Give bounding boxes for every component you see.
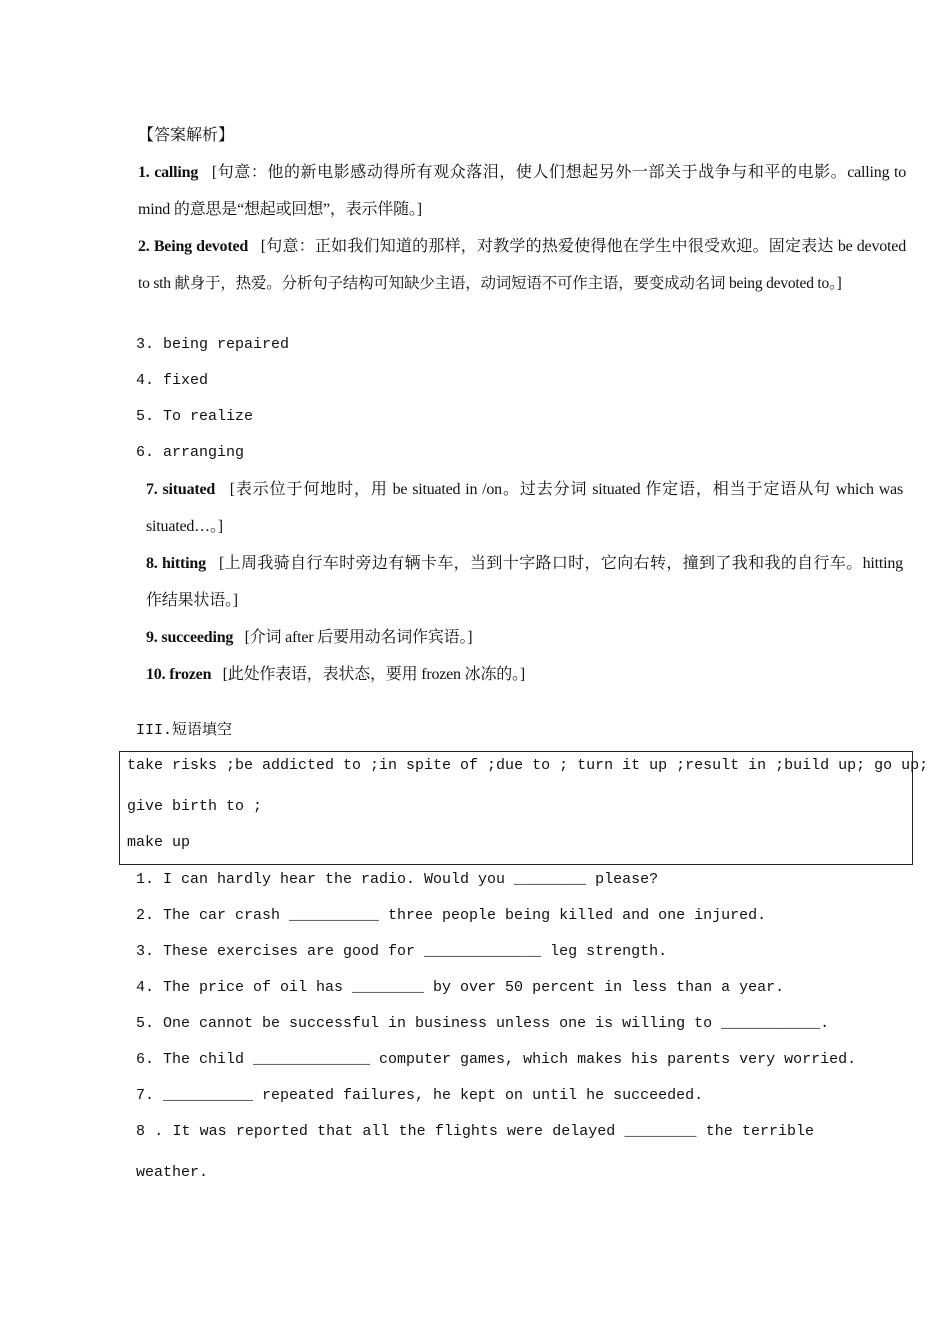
question-8: 8 . It was reported that all the flights were delayed ________ the terrible — [136, 1123, 814, 1140]
answer-word: frozen — [169, 666, 212, 683]
phrase-bank-row: take risks ;be addicted to ;in spite of ;due to ; turn it up ;result in ;build up; go up; — [127, 757, 929, 774]
answer-item-2 — [138, 228, 906, 302]
answer-number: 1. — [138, 164, 150, 181]
answer-explanation-cont: to sth 献身于，热爱。分析句子结构可知缺少主语，动词短语不可作主语，要变成动名词 being devoted to。] — [138, 275, 842, 292]
question-2: 2. The car crash __________ three people being killed and one injured. — [136, 907, 767, 924]
answer-analysis-heading: 【答案解析】 — [138, 125, 235, 144]
answer-number: 9. — [146, 629, 158, 646]
phrase-bank-row: make up — [127, 834, 191, 851]
answer-item-1 — [138, 154, 906, 228]
answer-item-8 — [146, 545, 903, 619]
answer-word: hitting — [161, 555, 206, 572]
answer-item-7 — [146, 471, 903, 545]
answer-item-5: 5. To realize — [136, 408, 254, 425]
answer-explanation: [句意：他的新电影感动得所有观众落泪，使人们想起另外一部关于战争与和平的电影。calling to — [211, 164, 906, 181]
answer-word: calling — [154, 164, 199, 181]
phrase-bank-row: give birth to ; — [127, 798, 263, 815]
answer-word: situated — [162, 481, 216, 498]
phrase-bank-box — [119, 751, 929, 865]
answer-number: 7. — [146, 481, 158, 498]
question-5: 5. One cannot be successful in business unless one is willing to ___________. — [136, 1015, 830, 1032]
question-3: 3. These exercises are good for _____________ leg strength. — [136, 943, 668, 960]
answer-item-9 — [146, 619, 472, 656]
answer-explanation-cont: situated…。] — [146, 518, 223, 535]
answer-word: Being devoted — [153, 238, 249, 255]
answer-explanation-cont: mind 的意思是“想起或回想”，表示伴随。] — [138, 201, 422, 218]
answer-explanation: [此处作表语，表状态，要用 frozen 冰冻的。] — [222, 666, 525, 683]
question-7: 7. __________ repeated failures, he kept on until he succeeded. — [136, 1087, 704, 1104]
answer-item-4: 4. fixed — [136, 372, 209, 389]
answer-item-10 — [146, 656, 525, 693]
question-4: 4. The price of oil has ________ by over 50 percent in less than a year. — [136, 979, 785, 996]
question-8-cont: weather. — [136, 1164, 209, 1181]
answer-explanation-cont: 作结果状语。] — [146, 592, 238, 609]
answer-item-3: 3. being repaired — [136, 336, 290, 353]
answer-explanation: [句意：正如我们知道的那样，对教学的热爱使得他在学生中很受欢迎。固定表达 be devoted — [260, 238, 906, 255]
answer-number: 2. — [138, 238, 150, 255]
answer-explanation: [上周我骑自行车时旁边有辆卡车，当到十字路口时，它向右转，撞到了我和我的自行车。hitting — [219, 555, 903, 572]
answer-item-6: 6. arranging — [136, 444, 245, 461]
answer-explanation: [表示位于何地时，用 be situated in /on。过去分词 situated 作定语，相当于定语从句 which was — [229, 481, 903, 498]
answer-word: succeeding — [161, 629, 234, 646]
question-6: 6. The child _____________ computer games, which makes his parents very worried. — [136, 1051, 857, 1068]
question-1: 1. I can hardly hear the radio. Would you ________ please? — [136, 871, 659, 888]
answer-explanation: [介词 after 后要用动名词作宾语。] — [244, 629, 473, 646]
section-title: III.短语填空 — [136, 722, 233, 739]
answer-number: 10. — [146, 666, 166, 683]
answer-number: 8. — [146, 555, 158, 572]
